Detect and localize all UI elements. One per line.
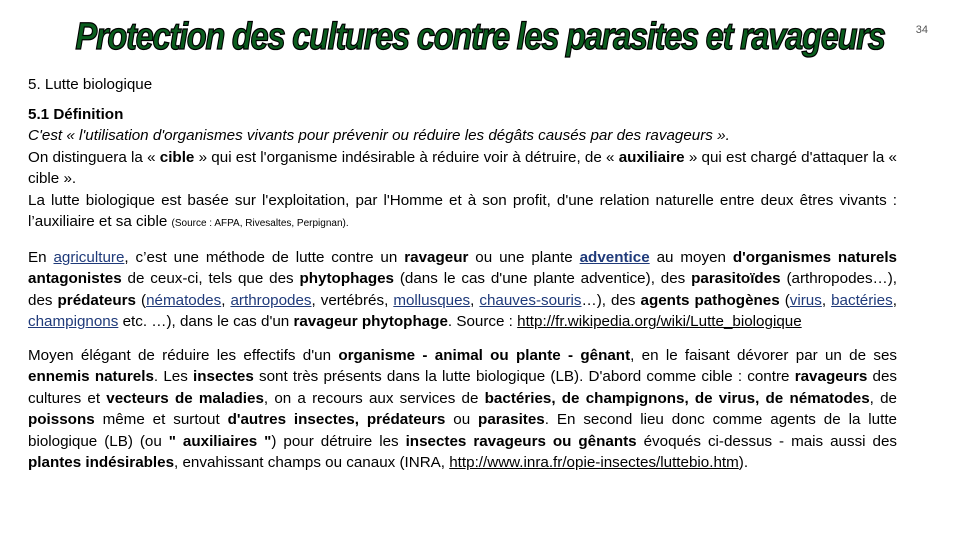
agriculture-paragraph: En agriculture, c’est une méthode de lutte contre un ravageur ou une plante adventice au moyen d'organismes naturels antagonistes de ceux-ci, tels que des phytophages (dans le cas d'une plante adventice), des parasitoïdes (arthropodes…), des prédateurs (nématodes, arthropodes, vertébrés, mollusques, chauves-souris…), des agents pathogènes (virus, bactéries, champignons etc. …), dans le cas d'un ravageur phytophage. Source : http://fr.wikipedia.org/wiki/Lutte_biologique <box>28 248 898 330</box>
link-agriculture[interactable]: agriculture <box>53 248 125 266</box>
link-wikipedia-source[interactable]: http://fr.wikipedia.org/wiki/Lutte_biologique <box>517 313 802 330</box>
subsection-heading <box>28 104 897 126</box>
section-heading <box>28 74 897 96</box>
subsection-title: 5.1 Définition <box>28 105 124 123</box>
link-adventice[interactable]: adventice <box>579 248 650 266</box>
link-chauves-souris[interactable]: chauves-souris <box>479 291 582 309</box>
link-bacteries[interactable]: bactéries <box>831 291 893 309</box>
link-nematodes[interactable]: nématodes <box>146 291 222 309</box>
link-virus[interactable]: virus <box>789 291 822 309</box>
page-number: 34 <box>915 24 928 36</box>
link-arthropodes[interactable]: arthropodes <box>230 291 312 309</box>
definition-relation: La lutte biologique est basée sur l'exploitation, par l'Homme et à son profit, d'une relation naturelle entre deux êtres vivants : l’auxiliaire et sa cible (Source : AFPA, Rivesaltes, Perpignan). <box>28 191 897 230</box>
definition-source: (Source : AFPA, Rivesaltes, Perpignan). <box>171 218 349 229</box>
link-champignons[interactable]: champignons <box>28 313 119 330</box>
slide-title: Protection des cultures contre les parasites et ravageurs <box>75 16 885 58</box>
definition-quote: C'est « l'utilisation d'organismes vivants pour prévenir ou réduire les dégâts causés par des ravageurs ». <box>28 127 730 144</box>
definition-cible-auxiliaire: On distinguera la « cible » qui est l'organisme indésirable à réduire voir à détruire, de « auxiliaire » qui est chargé d'attaquer la « cible ». <box>28 148 897 187</box>
inra-paragraph: Moyen élégant de réduire les effectifs d'un organisme - animal ou plante - gênant, en le faisant dévorer par un de ses ennemis naturels. Les insectes sont très présents dans la lutte biologique (LB). D'abord comme cible : contre ravageurs des cultures et vecteurs de maladies, on a recours aux services de bactéries, de champignons, de virus, de nématodes, de poissons même et surtout d'autres insectes, prédateurs ou parasites. En second lieu donc comme agents de la lutte biologique (LB) (ou " auxiliaires ") pour détruire les insectes ravageurs ou gênants évoqués ci-dessus - mais aussi des plantes indésirables, envahissant champs ou canaux (INRA, http://www.inra.fr/opie-insectes/luttebio.htm). <box>28 346 897 471</box>
slide-content <box>28 74 897 474</box>
section-number: 5. <box>28 76 41 93</box>
section-title: Lutte biologique <box>44 76 153 93</box>
link-mollusques[interactable]: mollusques <box>393 291 471 309</box>
link-inra-source[interactable]: http://www.inra.fr/opie-insectes/luttebio.htm <box>449 454 739 471</box>
